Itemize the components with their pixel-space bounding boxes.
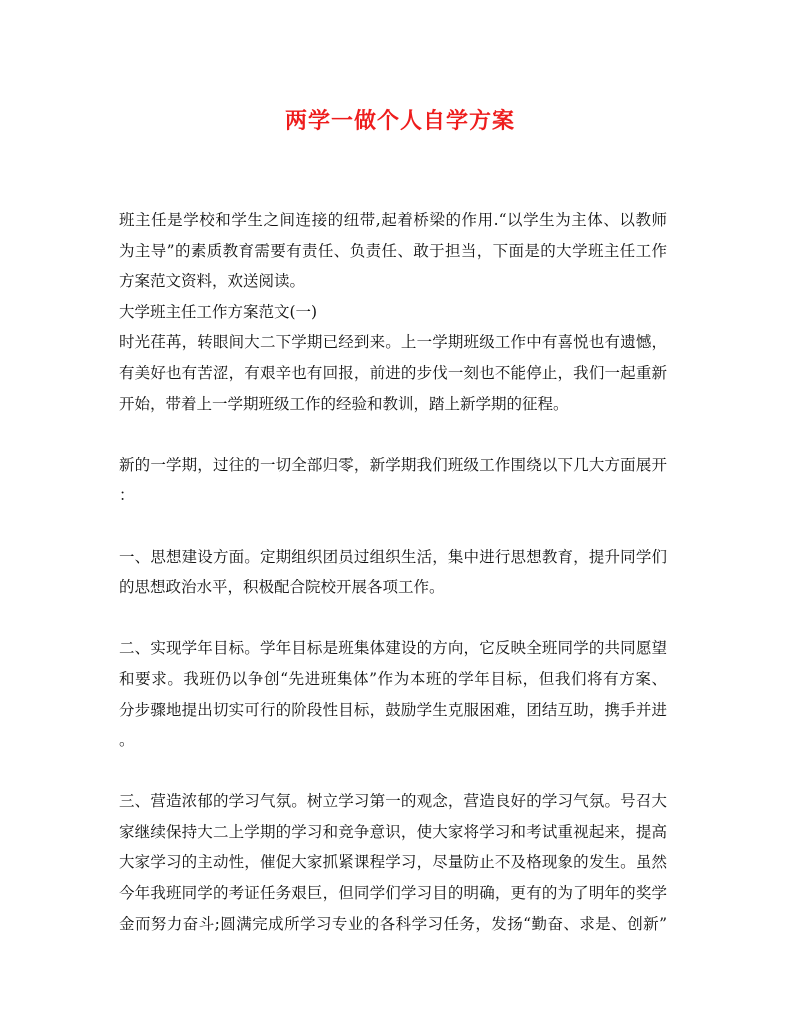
text-line: 时光荏苒，转眼间大二下学期已经到来。上一学期班级工作中有喜悦也有遗憾， xyxy=(119,333,667,352)
text-line: 的思想政治水平，积极配合院校开展各项工作。 xyxy=(119,578,445,597)
text-line: 一、思想建设方面。定期组织团员过组织生活，集中进行思想教育，提升同学们 xyxy=(119,547,667,566)
paragraph-gap xyxy=(119,511,679,542)
text-line: 分步骤地提出切实可行的阶段性目标，鼓励学生克服困难，团结互助，携手并进 xyxy=(119,700,667,719)
text-line: 今年我班同学的考证任务艰巨，但同学们学习目的明确，更有的为了明年的奖学 xyxy=(119,884,667,903)
paragraph-gap xyxy=(119,756,679,787)
text-line: 方案范文资料，欢送阅读。 xyxy=(119,272,306,291)
text-line: 三、营造浓郁的学习气氛。树立学习第一的观念，营造良好的学习气氛。号召大 xyxy=(119,792,667,811)
text-line: 金而努力奋斗;圆满完成所学习专业的各科学习任务，发扬“勤奋、求是、创新” xyxy=(119,914,667,933)
text-line: 。 xyxy=(119,731,135,750)
text-line: 大家学习的主动性，催促大家抓紧课程学习，尽量防止不及格现象的发生。虽然 xyxy=(119,853,667,872)
document-title: 两学一做个人自学方案 xyxy=(284,108,515,134)
text-line: 二、实现学年目标。学年目标是班集体建设的方向，它反映全班同学的共同愿望 xyxy=(119,639,667,658)
paragraph-gap xyxy=(119,419,679,450)
text-line: 家继续保持大二上学期的学习和竞争意识，使大家将学习和考试重视起来，提高 xyxy=(119,822,667,841)
document-body xyxy=(119,205,679,939)
paragraph-gap xyxy=(119,603,679,634)
section-heading: 大学班主任工作方案范文(一) xyxy=(119,302,318,321)
text-line: 班主任是学校和学生之间连接的纽带,起着桥梁的作用.“以学生为主体、以教师 xyxy=(119,211,667,229)
text-line: 开始，带着上一学期班级工作的经验和教训，踏上新学期的征程。 xyxy=(119,394,569,413)
text-line: 新的一学期，过往的一切全部归零，新学期我们班级工作围绕以下几大方面展开 xyxy=(119,455,667,474)
text-line: 为主导”的素质教育需要有责任、负责任、敢于担当，下面是的大学班主任工作 xyxy=(119,241,667,260)
text-line: 有美好也有苦涩，有艰辛也有回报，前进的步伐一刻也不能停止，我们一起重新 xyxy=(119,363,667,382)
text-line: 和要求。我班仍以争创“先进班集体”作为本班的学年目标，但我们将有方案、 xyxy=(119,669,667,688)
text-line: ： xyxy=(119,486,135,505)
